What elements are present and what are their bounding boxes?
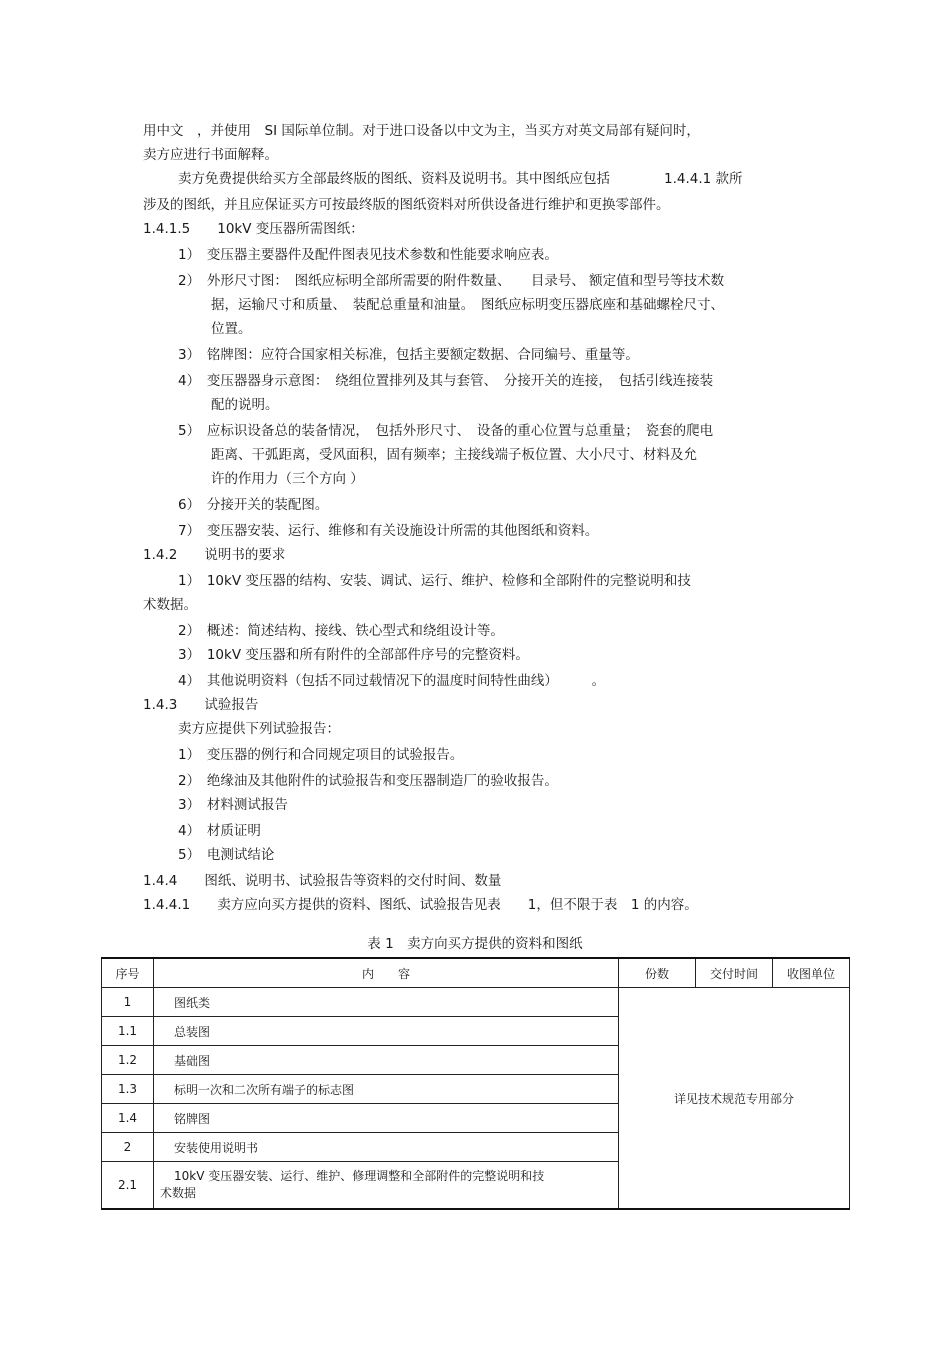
- list-item: 2） 概述：简述结构、接线、铁心型式和绕组设计等。: [178, 623, 504, 639]
- row-content: 铭牌图: [154, 1104, 619, 1133]
- section-heading: 1.4.2 说明书的要求: [143, 547, 286, 563]
- list-item: 1） 变压器主要器件及配件图表见技术参数和性能要求响应表。: [178, 247, 558, 263]
- list-item: 1） 10kV 变压器的结构、安装、调试、运行、维护、检修和全部附件的完整说明和技: [178, 573, 691, 589]
- para-line: 涉及的图纸，并且应保证买方可按最终版的图纸资料对所供设备进行维护和更换零部件。: [143, 197, 670, 213]
- list-item: 4） 其他说明资料（包括不同过载情况下的温度时间特性曲线） 。: [178, 673, 606, 689]
- para-line: 卖方免费提供给买方全部最终版的图纸、资料及说明书。其中图纸应包括 1.4.4.1 款所: [178, 171, 743, 187]
- row-content: 基础图: [154, 1046, 619, 1075]
- para-line: 卖方应提供下列试验报告：: [178, 721, 340, 737]
- list-item-cont: 术数据。: [143, 597, 197, 613]
- row-seq: 2.1: [102, 1162, 154, 1210]
- row-seq: 1.2: [102, 1046, 154, 1075]
- list-item-cont: 许的作用力（三个方向 ）: [211, 471, 364, 487]
- list-item: 4） 材质证明: [178, 823, 261, 839]
- row-seq: 2: [102, 1133, 154, 1162]
- table-row: [102, 988, 850, 1017]
- row-seq: 1.1: [102, 1017, 154, 1046]
- row-content-line2: 术数据: [160, 1186, 197, 1200]
- row-content: 标明一次和二次所有端子的标志图: [154, 1075, 619, 1104]
- section-heading: 1.4.4.1 卖方应向买方提供的资料、图纸、试验报告见表 1，但不限于表 1 的内容。: [143, 897, 698, 913]
- row-content-line1: 10kV 变压器安装、运行、维护、修理调整和全部附件的完整说明和技: [174, 1169, 545, 1183]
- list-item: 1） 变压器的例行和合同规定项目的试验报告。: [178, 747, 464, 763]
- list-item: 3） 材料测试报告: [178, 797, 288, 813]
- row-seq: 1.3: [102, 1075, 154, 1104]
- table-caption: 表 1 卖方向买方提供的资料和图纸: [367, 936, 583, 952]
- header-delivery: 交付时间: [696, 958, 773, 988]
- list-item-cont: 位置。: [211, 321, 252, 337]
- list-item-cont: 配的说明。: [211, 397, 279, 413]
- header-receiver: 收图单位: [773, 958, 850, 988]
- para-line: 用中文 ，并使用 SI 国际单位制。对于进口设备以中文为主，当买方对英文局部有疑问时，: [143, 123, 700, 139]
- list-item: 2） 绝缘油及其他附件的试验报告和变压器制造厂的验收报告。: [178, 773, 558, 789]
- para-line: 卖方应进行书面解释。: [143, 147, 278, 163]
- header-content: 内 容: [154, 958, 619, 988]
- row-content: 图纸类: [154, 988, 619, 1017]
- list-item-cont: 据，运输尺寸和质量、 装配总重量和油量。 图纸应标明变压器底座和基础螺栓尺寸、: [211, 297, 724, 313]
- row-seq: 1: [102, 988, 154, 1017]
- list-item: 6） 分接开关的装配图。: [178, 497, 329, 513]
- list-item: 4） 变压器器身示意图： 绕组位置排列及其与套管、 分接开关的连接， 包括引线连接装: [178, 373, 714, 389]
- list-item: 7） 变压器安装、运行、维修和有关设施设计所需的其他图纸和资料。: [178, 523, 599, 539]
- section-heading: 1.4.1.5 10kV 变压器所需图纸：: [143, 221, 364, 237]
- table-header-row: [102, 958, 850, 988]
- list-item: 2） 外形尺寸图： 图纸应标明全部所需要的附件数量、 目录号、 额定值和型号等技术数: [178, 273, 725, 289]
- list-item: 3） 铭牌图：应符合国家相关标准，包括主要额定数据、合同编号、重量等。: [178, 347, 639, 363]
- row-seq: 1.4: [102, 1104, 154, 1133]
- section-heading: 1.4.4 图纸、说明书、试验报告等资料的交付时间、数量: [143, 873, 502, 889]
- list-item: 5） 电测试结论: [178, 847, 275, 863]
- list-item-cont: 距离、干弧距离，受风面积，固有频率；主接线端子板位置、大小尺寸、材料及允: [211, 447, 697, 463]
- section-heading: 1.4.3 试验报告: [143, 697, 259, 713]
- header-seq: 序号: [102, 958, 154, 988]
- header-copies: 份数: [619, 958, 696, 988]
- row-content: 总装图: [154, 1017, 619, 1046]
- list-item: 5） 应标识设备总的装备情况， 包括外形尺寸、 设备的重心位置与总重量； 瓷套的爬电: [178, 423, 714, 439]
- row-content: [154, 1162, 619, 1210]
- deliverables-table: [101, 957, 850, 1210]
- list-item: 3） 10kV 变压器和所有附件的全部部件序号的完整资料。: [178, 647, 529, 663]
- merged-note-cell: 详见技术规范专用部分: [619, 988, 850, 1210]
- row-content: 安装使用说明书: [154, 1133, 619, 1162]
